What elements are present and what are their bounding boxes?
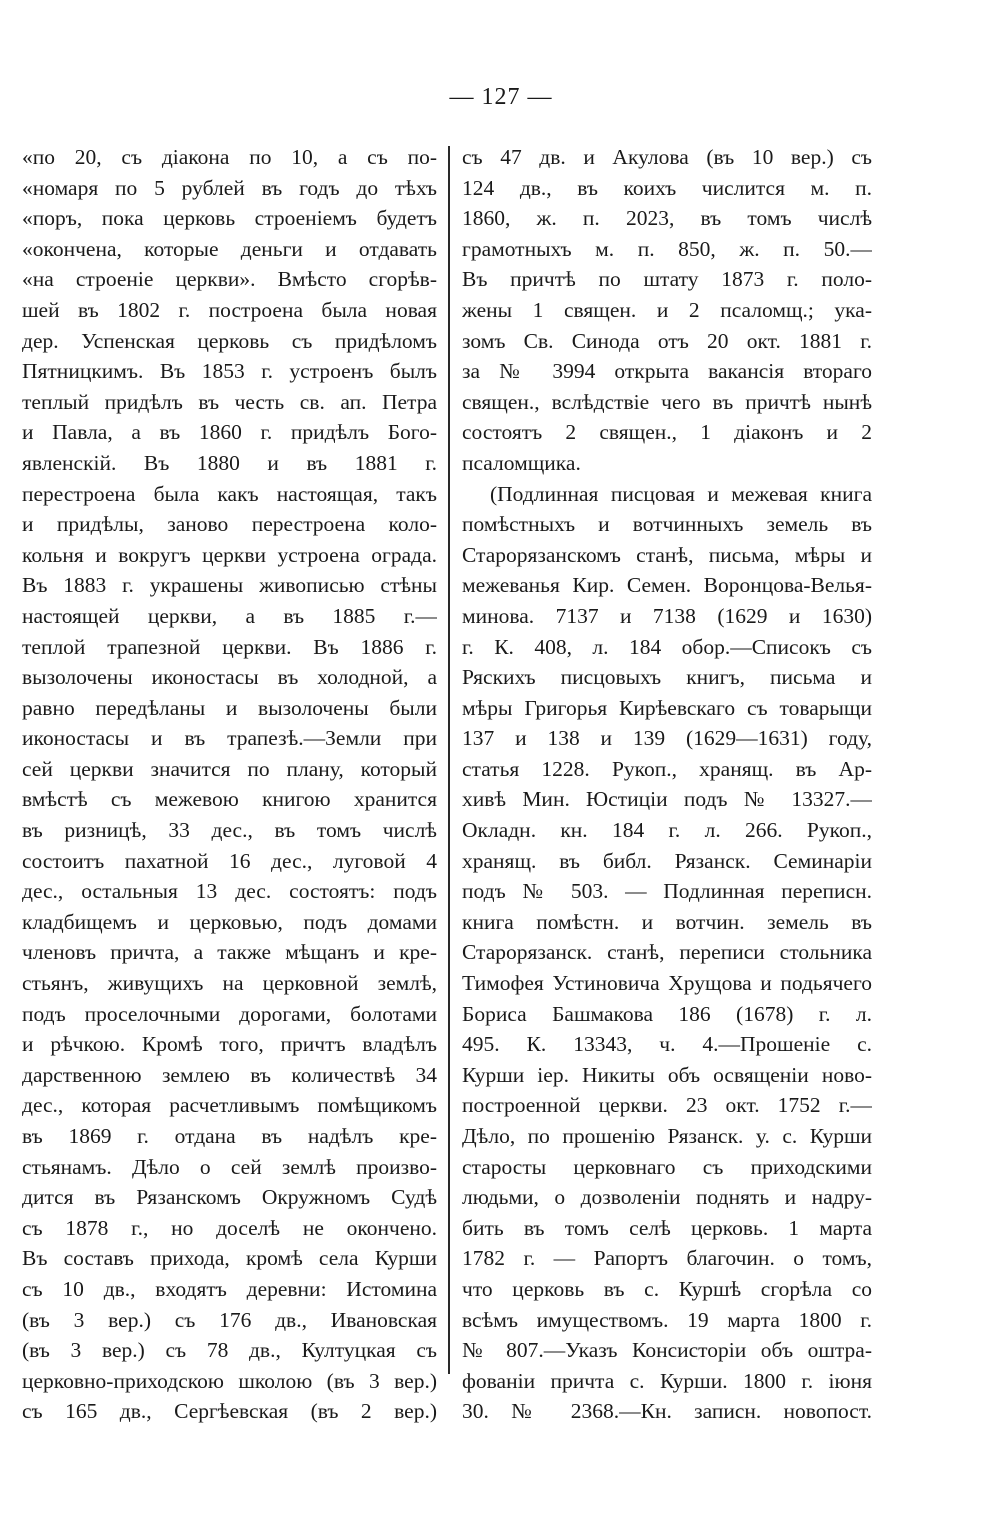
text-line: Старорязанск. станѣ, переписи стольника: [462, 940, 872, 965]
text-line: шей въ 1802 г. построена была новая: [22, 297, 437, 322]
text-line: теплый придѣлъ въ честь св. ап. Петра: [22, 389, 437, 414]
text-line: г. К. 408, л. 184 обор.—Списокъ съ: [462, 634, 872, 659]
text-line: явленскій. Въ 1880 и въ 1881 г.: [22, 450, 437, 475]
text-line: кладбищемъ и церковью, подъ домами: [22, 909, 437, 934]
text-line: «окончена, которые деньги и отдавать: [22, 236, 437, 261]
text-line: (Подлинная писцовая и межевая книга: [490, 481, 872, 506]
text-line: минова. 7137 и 7138 (1629 и 1630): [462, 603, 872, 628]
text-line: 1860, ж. п. 2023, въ томъ числѣ: [462, 206, 872, 231]
text-line: вмѣстѣ съ межевою книгою хранится: [22, 787, 437, 812]
left-column: [22, 142, 437, 1427]
text-line: состоитъ пахатной 16 дес., луговой 4: [22, 848, 437, 873]
text-line: равно передѣланы и вызолочены были: [22, 695, 437, 720]
text-line: съ 47 дв. и Акулова (въ 10 вер.) съ: [462, 145, 872, 169]
text-line: Старорязанскомъ станѣ, письма, мѣры и: [462, 542, 872, 567]
text-line: дес., которая расчетливымъ помѣщикомъ: [22, 1093, 437, 1118]
text-line: зомъ Св. Синода отъ 20 окт. 1881 г.: [462, 328, 872, 353]
text-line: и придѣлы, заново перестроена коло-: [22, 512, 437, 537]
text-line: кольня и вокругъ церкви устроена ограда.: [22, 542, 437, 567]
text-line: теплой трапезной церкви. Въ 1886 г.: [22, 634, 437, 659]
text-line: Дѣло, по прошенію Рязанск. у. с. Курши: [462, 1124, 872, 1148]
text-line: фованіи причта с. Курши. 1800 г. іюня: [462, 1368, 872, 1393]
text-line: Бориса Башмакова 186 (1678) г. л.: [462, 1001, 872, 1026]
text-line: грамотныхъ м. п. 850, ж. п. 50.—: [462, 236, 872, 261]
text-line: бить въ томъ селѣ церковь. 1 марта: [462, 1215, 872, 1240]
text-line: старосты церковнаго съ приходскими: [462, 1154, 872, 1179]
text-line: дится въ Рязанскомъ Окружномъ Судѣ: [22, 1185, 437, 1210]
text-line: «на строеніе церкви». Вмѣсто сгорѣв-: [22, 267, 437, 292]
text-line: въ 1869 г. отдана въ надѣлъ кре-: [22, 1124, 437, 1148]
text-line: всѣмъ имуществомъ. 19 марта 1800 г.: [462, 1307, 872, 1332]
text-line: настоящей церкви, а въ 1885 г.—: [22, 603, 437, 628]
text-line: состоятъ 2 священ., 1 діаконъ и 2: [462, 420, 872, 445]
text-line: 1782 г. — Рапортъ благочин. о томъ,: [462, 1246, 872, 1271]
text-line: дер. Успенская церковь съ придѣломъ: [22, 328, 437, 353]
text-line: подъ проселочными дорогами, болотами: [22, 1001, 437, 1026]
text-line: 124 дв., въ коихъ числится м. п.: [462, 175, 872, 200]
text-line: «номаря по 5 рублей въ годъ до тѣхъ: [22, 175, 437, 200]
page-number: — 127 —: [449, 84, 553, 110]
text-line: людьми, о дозволеніи поднять и надру-: [462, 1185, 872, 1210]
text-line: жены 1 священ. и 2 псаломщ.; ука-: [462, 297, 872, 322]
text-line: и рѣчкою. Кромѣ того, причтъ владѣлъ: [22, 1032, 437, 1057]
text-line: Курши іер. Никиты объ освященіи ново-: [462, 1062, 872, 1087]
text-line: построенной церкви. 23 окт. 1752 г.—: [462, 1093, 872, 1118]
text-line: статья 1228. Рукоп., хранящ. въ Ар-: [462, 756, 872, 781]
text-line: Окладн. кн. 184 г. л. 266. Рукоп.,: [462, 818, 872, 843]
text-line: книга помѣстн. и вотчин. земель въ: [462, 909, 872, 934]
text-line: 30. № 2368.—Кн. записн. новопост.: [462, 1399, 872, 1424]
text-line: дарственною землею въ количествѣ 34: [22, 1062, 437, 1087]
text-line: Пятницкимъ. Въ 1853 г. устроенъ былъ: [22, 359, 437, 384]
text-line: дес., остальныя 13 дес. состоятъ: подъ: [22, 879, 437, 904]
text-line: 495. К. 13343, ч. 4.—Прошеніе с.: [462, 1032, 872, 1057]
text-line: и Павла, а въ 1860 г. придѣлъ Бого-: [22, 420, 437, 445]
text-line: хивѣ Мин. Юстиціи подъ № 13327.—: [462, 787, 872, 812]
text-line: стьянъ, живущихъ на церковной землѣ,: [22, 971, 437, 996]
text-line: Тимофея Устиновича Хрущова и подьячего: [462, 971, 872, 996]
text-line: Ряскихъ писцовыхъ книгъ, письма и: [462, 665, 872, 690]
text-line: вызолочены иконостасы въ холодной, а: [22, 665, 437, 690]
text-line: съ 165 дв., Сергѣевская (въ 2 вер.): [22, 1399, 437, 1424]
text-line: съ 10 дв., входятъ деревни: Истомина: [22, 1276, 437, 1301]
column-divider: [448, 146, 450, 1374]
text-line: что церковь въ с. Куршѣ сгорѣла со: [462, 1276, 872, 1301]
text-line: 137 и 138 и 139 (1629—1631) году,: [462, 726, 872, 751]
text-line: Въ 1883 г. украшены живописью стѣны: [22, 573, 437, 598]
text-line: № 807.—Указъ Консисторіи объ оштра-: [462, 1338, 872, 1363]
right-column: [462, 142, 872, 1427]
text-line: псаломщика.: [462, 450, 581, 475]
text-line: мѣры Григорья Кирѣевскаго съ товарыщи: [462, 695, 872, 720]
text-line: (въ 3 вер.) съ 78 дв., Култуцкая съ: [22, 1338, 437, 1363]
text-line: сей церкви значится по плану, который: [22, 756, 437, 781]
text-line: «по 20, съ діакона по 10, а съ по-: [22, 145, 437, 169]
text-line: за № 3994 открыта вакансія втораго: [462, 359, 872, 384]
text-line: иконостасы и въ трапезѣ.—Земли при: [22, 726, 437, 751]
text-line: церковно-приходскою школою (въ 3 вер.): [22, 1368, 437, 1393]
text-line: помѣстныхъ и вотчинныхъ земель въ: [462, 512, 872, 537]
text-line: подъ № 503. — Подлинная переписн.: [462, 879, 872, 904]
text-line: межеванья Кир. Семен. Воронцова-Велья-: [462, 573, 872, 598]
text-line: въ ризницѣ, 33 дес., въ томъ числѣ: [22, 818, 437, 843]
text-line: (въ 3 вер.) съ 176 дв., Ивановская: [22, 1307, 437, 1332]
text-line: «поръ, пока церковь строеніемъ будетъ: [22, 206, 437, 231]
text-line: стьянамъ. Дѣло о сей землѣ произво-: [22, 1154, 437, 1179]
text-line: съ 1878 г., но доселѣ не окончено.: [22, 1215, 437, 1240]
text-line: священ., вслѣдствіе чего въ причтѣ нынѣ: [462, 389, 872, 414]
text-line: Въ причтѣ по штату 1873 г. поло-: [462, 267, 872, 292]
text-line: членовъ причта, а также мѣщанъ и кре-: [22, 940, 437, 965]
text-line: хранящ. въ библ. Рязанск. Семинаріи: [462, 848, 872, 873]
text-line: Въ составъ прихода, кромѣ села Курши: [22, 1246, 437, 1271]
text-line: перестроена была какъ настоящая, такъ: [22, 481, 437, 506]
